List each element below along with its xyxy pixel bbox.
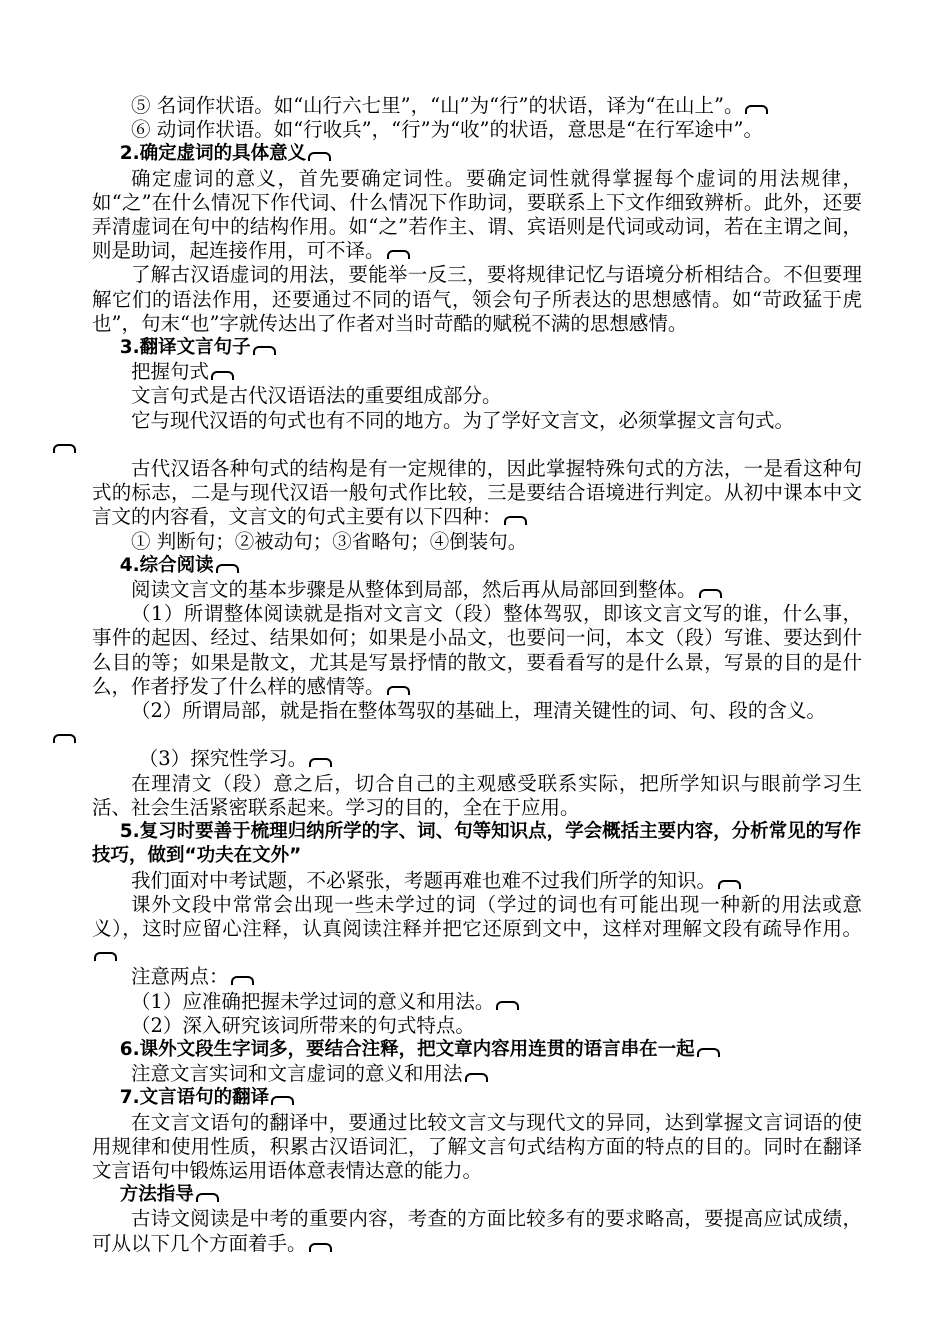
paragraph-mark-icon bbox=[496, 1001, 519, 1010]
paragraph-mark-icon bbox=[53, 444, 76, 453]
heading-text: 4.综合阅读 bbox=[119, 554, 214, 576]
section-heading bbox=[92, 142, 862, 166]
paragraph bbox=[92, 1014, 862, 1038]
heading-text: 5.复习时要善于梳理归纳所学的字、词、句等知识点，学会概括主要内容，分析常见的写作技巧，做到“功夫在文外” bbox=[92, 821, 862, 867]
paragraph-text: （2）所谓局部，就是指在整体驾驭的基础上，理清关键性的词、句、段的含义。 bbox=[131, 699, 826, 723]
paragraph-mark-icon bbox=[309, 758, 332, 767]
paragraph bbox=[92, 965, 862, 989]
paragraph bbox=[92, 578, 862, 602]
paragraph-mark-icon bbox=[196, 1193, 219, 1202]
paragraph-mark-icon bbox=[253, 346, 276, 355]
section-heading bbox=[92, 336, 862, 360]
paragraph bbox=[92, 409, 862, 457]
paragraph-text: 阅读文言文的基本步骤是从整体到局部，然后再从局部回到整体。 bbox=[131, 578, 697, 602]
paragraph-mark-icon bbox=[718, 880, 741, 889]
heading-text: 6.课外文段生字词多，要结合注释，把文章内容用连贯的语言串在一起 bbox=[119, 1038, 695, 1060]
paragraph-mark-icon bbox=[231, 976, 254, 985]
paragraph-mark-icon bbox=[211, 371, 234, 380]
section-heading bbox=[92, 1038, 862, 1062]
paragraph-mark-icon bbox=[699, 589, 722, 598]
paragraph-mark-icon bbox=[745, 105, 768, 114]
heading-text: 2.确定虚词的具体意义 bbox=[119, 143, 307, 165]
paragraph-text: 注意文言实词和文言虚词的意义和用法 bbox=[131, 1062, 463, 1086]
paragraph bbox=[92, 263, 862, 336]
paragraph bbox=[92, 167, 862, 264]
paragraph bbox=[92, 893, 862, 966]
paragraph-text: 古代汉语各种句式的结构是有一定规律的，因此掌握特殊句式的方法，一是看这种句式的标志，二是与现代汉语一般句式作比较，三是要结合语境进行判定。从初中课本中文言文的内容看，文言文的句式主要有以下四种： bbox=[92, 457, 862, 529]
paragraph bbox=[92, 530, 862, 554]
paragraph bbox=[92, 1207, 862, 1255]
section-heading bbox=[92, 554, 862, 578]
paragraph-text: ⑥ 动词作状语。如“行收兵”，“行”为“收”的状语，意思是“在行军途中”。 bbox=[131, 118, 763, 142]
paragraph bbox=[92, 747, 862, 771]
paragraph-text: （1）应准确把握未学过词的意义和用法。 bbox=[131, 989, 495, 1013]
paragraph bbox=[92, 1062, 862, 1086]
paragraph-text: 确定虚词的意义，首先要确定词性。要确定词性就得掌握每个虚词的用法规律，如“之”在什么情况下作代词、什么情况下作助词，要联系上下文作细致辨析。此外，还要弄清虚词在句中的结构作用。如“之”若作主、谓、宾语则是代词或动词，若在主谓之间，则是助词，起连接作用，可不译。 bbox=[92, 166, 862, 263]
paragraph bbox=[92, 1111, 862, 1184]
paragraph bbox=[92, 699, 862, 747]
section-heading bbox=[92, 1086, 862, 1110]
paragraph-mark-icon bbox=[697, 1048, 720, 1057]
paragraph-mark-icon bbox=[387, 250, 410, 259]
paragraph-text: ⑤ 名词作状语。如“山行六七里”，“山”为“行”的状语，译为“在山上”。 bbox=[131, 94, 744, 117]
paragraph-mark-icon bbox=[309, 1243, 332, 1252]
paragraph-mark-icon bbox=[504, 516, 527, 525]
paragraph-text: （1）所谓整体阅读就是指对文言文（段）整体驾驭，即该文言文写的谁，什么事，事件的起因、经过、结果如何；如果是小品文，也要问一问，本文（段）写谁、要达到什么目的等；如果是散文，尤其是写景抒情的散文，要看看写的是什么景，写景的目的是什么，作者抒发了什么样的感情等。 bbox=[92, 602, 862, 698]
heading-text: 7.文言语句的翻译 bbox=[119, 1087, 270, 1109]
paragraph-mark-icon bbox=[387, 686, 410, 695]
paragraph-mark-icon bbox=[94, 952, 117, 961]
paragraph-text: 在理清文（段）意之后，切合自己的主观感受联系实际，把所学知识与眼前学习生活、社会生活紧密联系起来。学习的目的，全在于应用。 bbox=[92, 771, 862, 819]
paragraph-text: 把握句式 bbox=[131, 360, 210, 384]
paragraph-mark-icon bbox=[271, 1096, 294, 1105]
paragraph bbox=[92, 360, 862, 384]
paragraph-text: 文言句式是古代汉语语法的重要组成部分。 bbox=[131, 384, 502, 408]
paragraph-text: ① 判断句；②被动句；③省略句；④倒装句。 bbox=[131, 529, 528, 553]
section-heading bbox=[92, 1183, 862, 1207]
paragraph-mark-icon bbox=[216, 564, 239, 573]
heading-text: 方法指导 bbox=[119, 1184, 194, 1206]
paragraph-text: （3）探究性学习。 bbox=[138, 747, 308, 771]
paragraph-text: 了解古汉语虚词的用法，要能举一反三，要将规律记忆与语境分析相结合。不但要理解它们的语法作用，还要通过不同的语气，领会句子所表达的思想感情。如“苛政猛于虎也”，句末“也”字就传达出了作者对当时苛酷的赋税不满的思想感情。 bbox=[92, 263, 862, 335]
document-page bbox=[92, 94, 862, 1256]
heading-text: 3.翻译文言句子 bbox=[119, 337, 251, 359]
paragraph-text: 古诗文阅读是中考的重要内容，考查的方面比较多有的要求略高，要提高应试成绩，可从以下几个方面着手。 bbox=[92, 1207, 862, 1255]
paragraph-text: 在文言文语句的翻译中，要通过比较文言文与现代文的异同，达到掌握文言词语的使用规律和使用性质，积累古汉语词汇，了解文言句式结构方面的特点的目的。同时在翻译文言语句中锻炼运用语体意表情达意的能力。 bbox=[92, 1110, 862, 1182]
paragraph bbox=[92, 602, 862, 699]
paragraph bbox=[92, 94, 862, 118]
paragraph bbox=[92, 118, 862, 142]
paragraph-mark-icon bbox=[53, 734, 76, 743]
paragraph bbox=[92, 457, 862, 530]
paragraph-mark-icon bbox=[465, 1073, 488, 1082]
paragraph-text: 课外文段中常常会出现一些未学过的词（学过的词也有可能出现一种新的用法或意义），这时应留心注释，认真阅读注释并把它还原到文中，这样对理解文段有疏导作用。 bbox=[92, 892, 862, 940]
paragraph-text: （2）深入研究该词所带来的句式特点。 bbox=[131, 1013, 475, 1037]
paragraph bbox=[92, 990, 862, 1014]
paragraph-text: 它与现代汉语的句式也有不同的地方。为了学好文言文，必须掌握文言句式。 bbox=[131, 408, 795, 432]
paragraph bbox=[92, 384, 862, 408]
paragraph bbox=[92, 772, 862, 820]
paragraph-text: 我们面对中考试题，不必紧张，考题再难也难不过我们所学的知识。 bbox=[131, 868, 717, 892]
paragraph-mark-icon bbox=[308, 152, 331, 161]
section-heading bbox=[92, 820, 862, 868]
paragraph-text: 注意两点： bbox=[131, 965, 229, 989]
paragraph bbox=[92, 869, 862, 893]
